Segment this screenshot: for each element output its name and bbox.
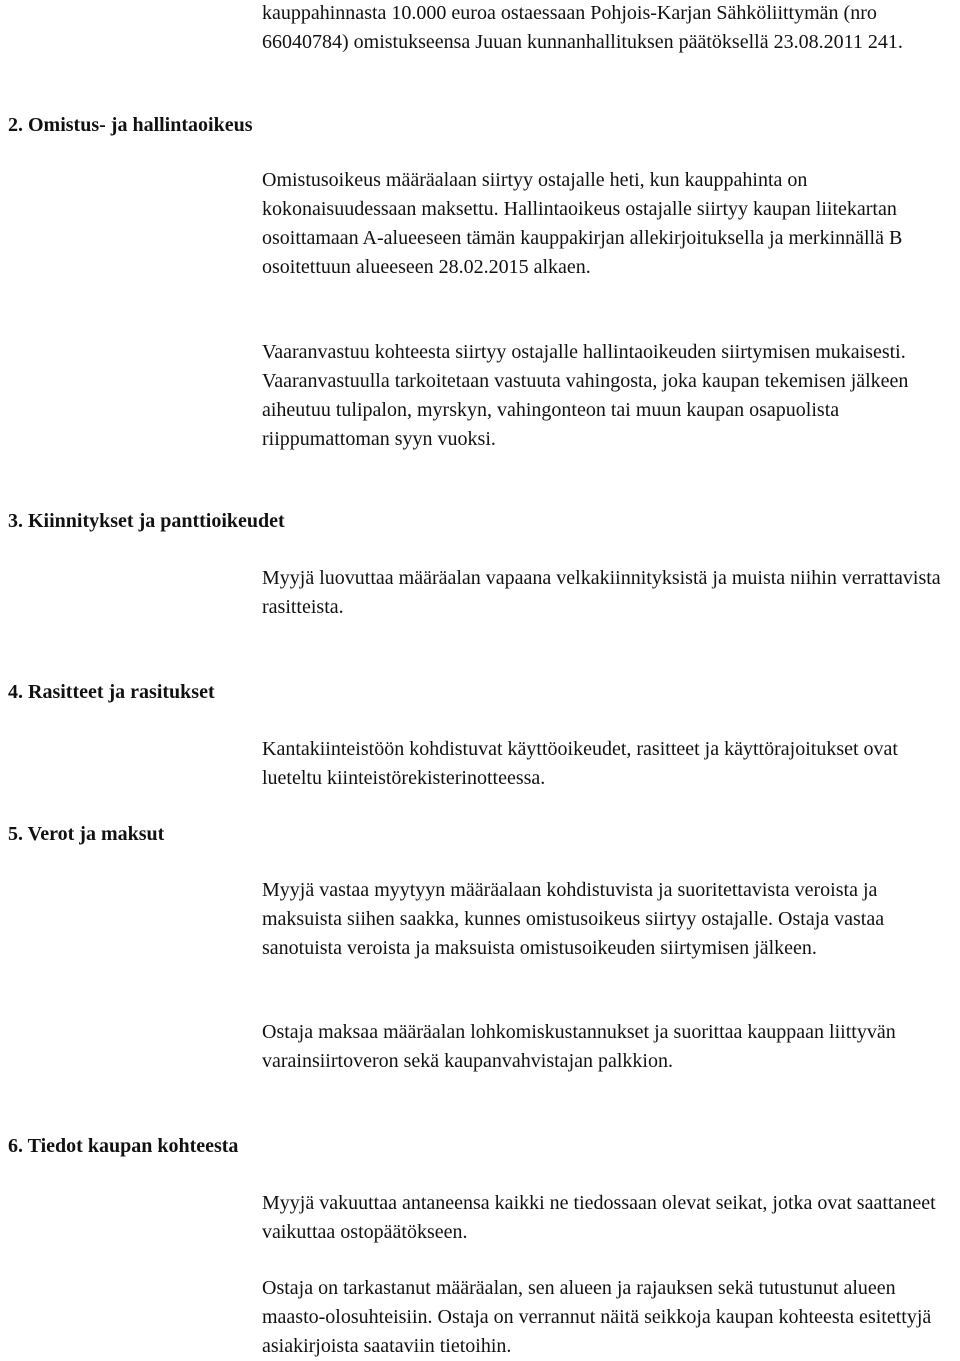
section-3-heading: 3. Kiinnitykset ja panttioikeudet <box>8 510 285 532</box>
section-2-paragraph: Omistusoikeus määräalaan siirtyy ostajalle heti, kun kauppahinta on kokonaisuudessaan maksettu. Hallintaoikeus ostajalle siirtyy kaupan liitekartan osoittamaan A-alueeseen tämän kauppakirjan allekirjoituksella ja merkinnällä B osoitettuun alueeseen 28.02.2015 alkaen. <box>262 169 903 278</box>
section-1-continuation-text: kauppahinnasta 10.000 euroa ostaessaan Pohjois-Karjan Sähköliittymän (nro 66040784) omistukseensa Juuan kunnanhallituksen päätöksellä 23.08.2011 241. <box>262 2 903 53</box>
section-6-paragraph: Ostaja on tarkastanut määräalan, sen alueen ja rajauksen sekä tutustunut alueen maasto-olosuhteisiin. Ostaja on verrannut näitä seikkoja kaupan kohteesta esitettyjä asiakirjoista saataviin tietoihin. <box>262 1277 932 1357</box>
section-6-heading: 6. Tiedot kaupan kohteesta <box>8 1135 239 1157</box>
section-5-paragraph: Ostaja maksaa määräalan lohkomiskustannukset ja suorittaa kauppaan liittyvän varainsiirtoveron sekä kaupanvahvistajan palkkion. <box>262 1021 896 1072</box>
section-2-paragraph: Vaaranvastuu kohteesta siirtyy ostajalle hallintaoikeuden siirtymisen mukaisesti. Vaaranvastuulla tarkoitetaan vastuuta vahingosta, joka kaupan tekemisen jälkeen aiheutuu tulipalon, myrskyn, vahingonteon tai muun kaupan osapuolista riippumattoman syyn vuoksi. <box>262 341 909 450</box>
section-4-paragraph: Kantakiinteistöön kohdistuvat käyttöoikeudet, rasitteet ja käyttörajoitukset ovat lueteltu kiinteistörekisterinotteessa. <box>262 738 898 789</box>
section-3-paragraph: Myyjä luovuttaa määräalan vapaana velkakiinnityksistä ja muista niihin verrattavista rasitteista. <box>262 567 941 618</box>
section-6-paragraph: Myyjä vakuuttaa antaneensa kaikki ne tiedossaan olevat seikat, jotka ovat saattaneet vaikuttaa ostopäätökseen. <box>262 1192 936 1243</box>
section-2-heading: 2. Omistus- ja hallintaoikeus <box>8 114 253 136</box>
section-5-paragraph: Myyjä vastaa myytyyn määräalaan kohdistuvista ja suoritettavista veroista ja maksuista siihen saakka, kunnes omistusoikeus siirtyy ostajalle. Ostaja vastaa sanotuista veroista ja maksuista omistusoikeuden siirtymisen jälkeen. <box>262 879 885 959</box>
section-4-heading: 4. Rasitteet ja rasitukset <box>8 681 215 703</box>
section-5-heading: 5. Verot ja maksut <box>8 823 165 845</box>
